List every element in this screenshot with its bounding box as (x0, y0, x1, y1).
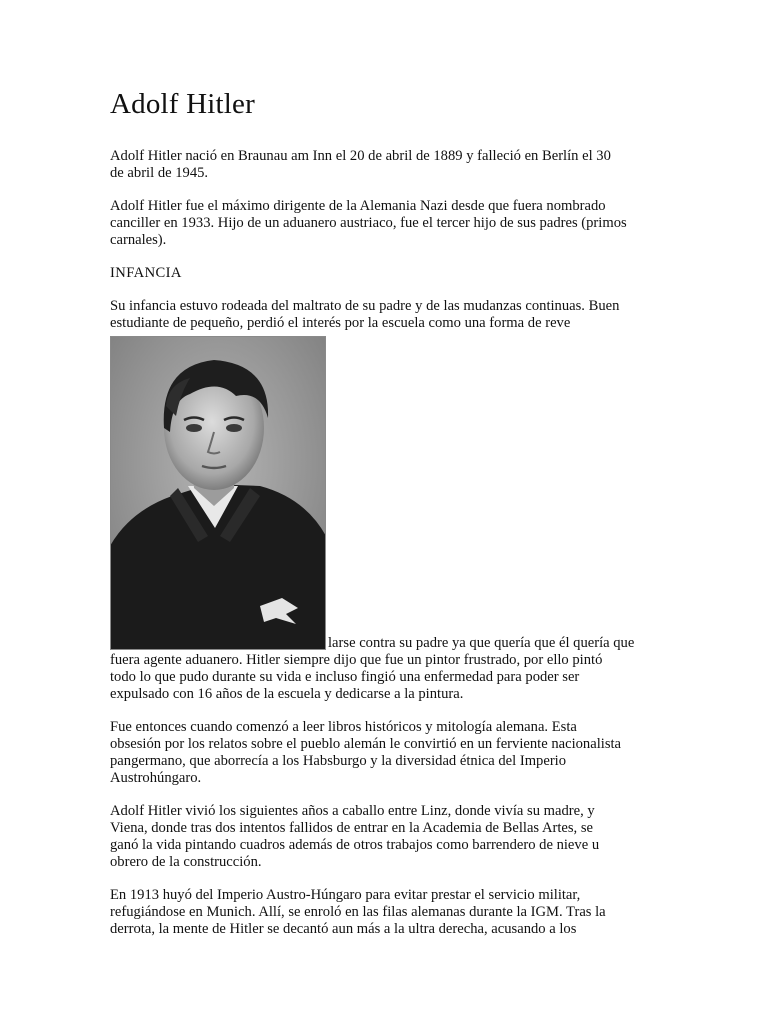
text-line: Su infancia estuvo rodeada del maltrato de su padre y de las mudanzas continuas. Buen (110, 298, 620, 314)
text-line: Adolf Hitler nació en Braunau am Inn el 20 de abril de 1889 y falleció en Berlín el 30 (110, 148, 611, 164)
text-line: En 1913 huyó del Imperio Austro-Húngaro para evitar prestar el servicio militar, (110, 887, 581, 903)
paragraph-birth (110, 148, 670, 182)
text-line: Viena, donde tras dos intentos fallidos de entrar en la Academia de Bellas Artes, se (110, 820, 594, 836)
text-line: ganó la vida pintando cuadros además de otros trabajos como barrendero de nieve u (110, 837, 600, 853)
text-line: Adolf Hitler fue el máximo dirigente de la Alemania Nazi desde que fuera nombrado (110, 198, 606, 214)
text-line: Adolf Hitler vivió los siguientes años a caballo entre Linz, donde vivía su madre, y (110, 803, 595, 819)
text-line: fuera agente aduanero. Hitler siempre dijo que fue un pintor frustrado, por ello pintó (110, 652, 603, 668)
text-line: Austrohúngaro. (110, 770, 202, 786)
text-line: refugiándose en Munich. Allí, se enroló en las filas alemanas durante la IGM. Tras la (110, 904, 606, 920)
text-line: de abril de 1945. (110, 165, 209, 181)
section-heading-infancia: INFANCIA (110, 265, 182, 281)
text-line: pangermano, que aborrecía a los Habsburgo y la diversidad étnica del Imperio (110, 753, 567, 769)
text-line: carnales). (110, 232, 167, 248)
text-line: derrota, la mente de Hitler se decantó aun más a la ultra derecha, acusando a los (110, 921, 577, 937)
document-title: Adolf Hitler (110, 88, 255, 120)
figure-row (110, 332, 670, 650)
paragraph-mythology (110, 719, 670, 787)
text-line: expulsado con 16 años de la escuela y dedicarse a la pintura. (110, 686, 464, 702)
paragraph-munich (110, 887, 670, 938)
text-line: estudiante de pequeño, perdió el interés por la escuela como una forma de reve (110, 315, 571, 331)
text-line: Fue entonces cuando comenzó a leer libros históricos y mitología alemana. Esta (110, 719, 577, 735)
paragraph-infancia-intro (110, 298, 670, 332)
paragraph-infancia-continued (110, 652, 670, 703)
portrait-photo (110, 336, 326, 650)
text-line-after-photo: larse contra su padre ya que quería que él quería que (328, 635, 635, 651)
text-line: canciller en 1933. Hijo de un aduanero austriaco, fue el tercer hijo de sus padres (primos (110, 215, 627, 231)
text-line: todo lo que pudo durante su vida e incluso fingió una enfermedad para poder ser (110, 669, 580, 685)
paragraph-linz-viena (110, 803, 670, 871)
document-page (110, 84, 670, 954)
text-line: obsesión por los relatos sobre el pueblo alemán le convirtió en un ferviente nacionalista (110, 736, 622, 752)
paragraph-leader (110, 198, 670, 249)
text-line: obrero de la construcción. (110, 854, 262, 870)
